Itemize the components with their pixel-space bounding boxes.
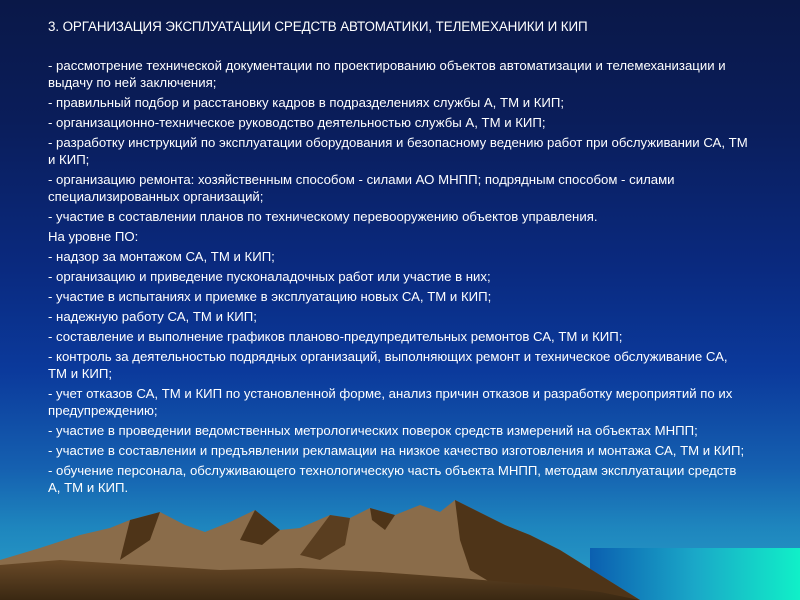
slide-content xyxy=(48,18,748,499)
list-item: - обучение персонала, обслуживающего технологическую часть объекта МНПП, методам эксплуатации средств А, ТМ и КИП. xyxy=(48,463,737,495)
list-item: - надзор за монтажом СА, ТМ и КИП; xyxy=(48,249,275,264)
list-item: - разработку инструкций по эксплуатации оборудования и безопасному ведению работ при обслуживании СА, ТМ и КИП; xyxy=(48,135,748,167)
list-item: - участие в составлении планов по техническому перевооружению объектов управления. xyxy=(48,209,598,224)
list-item: - участие в составлении и предъявлении рекламации на низкое качество изготовления и монтажа СА, ТМ и КИП; xyxy=(48,443,745,458)
list-item: - правильный подбор и расстановку кадров в подразделениях службы А, ТМ и КИП; xyxy=(48,95,565,110)
slide-title: 3. ОРГАНИЗАЦИЯ ЭКСПЛУАТАЦИИ СРЕДСТВ АВТОМАТИКИ, ТЕЛЕМЕХАНИКИ И КИП xyxy=(48,19,588,34)
list-item: - участие в проведении ведомственных метрологических поверок средств измерений на объектах МНПП; xyxy=(48,423,698,438)
section-heading: На уровне ПО: xyxy=(48,229,139,244)
list-item: - организационно-техническое руководство деятельностью службы А, ТМ и КИП; xyxy=(48,115,546,130)
list-item: - участие в испытаниях и приемке в эксплуатацию новых СА, ТМ и КИП; xyxy=(48,289,492,304)
list-item: - организацию и приведение пусконаладочных работ или участие в них; xyxy=(48,269,491,284)
list-item: - организацию ремонта: хозяйственным способом - силами АО МНПП; подрядным способом - силами специализированных организаций; xyxy=(48,172,675,204)
list-item: - составление и выполнение графиков планово-предупредительных ремонтов СА, ТМ и КИП; xyxy=(48,329,623,344)
list-item: - надежную работу СА, ТМ и КИП; xyxy=(48,309,257,324)
list-item: - контроль за деятельностью подрядных организаций, выполняющих ремонт и техническое обслуживание СА, ТМ и КИП; xyxy=(48,349,728,381)
list-item: - рассмотрение технической документации по проектированию объектов автоматизации и телемеханизации и выдачу по ней заключения; xyxy=(48,58,726,90)
list-item: - учет отказов СА, ТМ и КИП по установленной форме, анализ причин отказов и разработку мероприятий по их предупреждению; xyxy=(48,386,733,418)
